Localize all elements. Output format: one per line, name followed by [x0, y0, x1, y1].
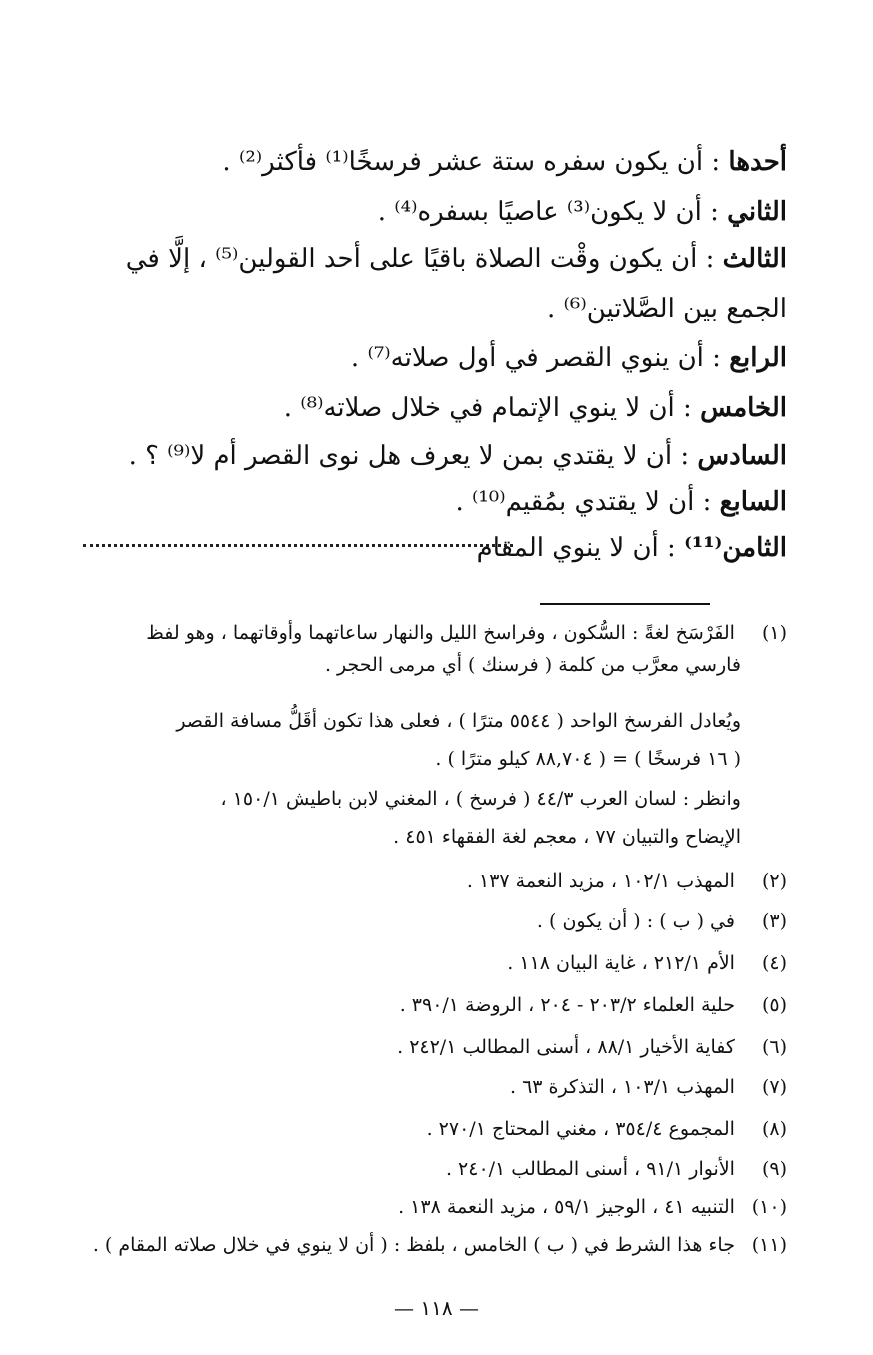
footnote-8 [75, 1112, 787, 1146]
footnote-text: المجموع ٣٥٤/٤ ، مغني المحتاج ٢٧٠/١ . [426, 1118, 735, 1140]
condition-label: الثامن⁽¹¹⁾ [684, 533, 787, 563]
condition-label: السابع [719, 487, 787, 517]
footnote-1-line-2: فارسي معرَّب من كلمة ( فرسنك ) أي مرمى الحجر . [324, 654, 741, 676]
footnote-separator [540, 603, 710, 605]
footnote-1-line-5: وانظر : لسان العرب ٤٤/٣ ( فرسخ ) ، المغني لابن باطيش ١٥٠/١ ، [220, 788, 741, 810]
condition-text: : أن لا يقتدي بمُقيم⁽¹⁰⁾ . [455, 487, 712, 517]
footnote-10 [75, 1190, 787, 1224]
footnote-2 [75, 864, 787, 898]
footnote-number: (٣) [761, 910, 787, 932]
footnote-5 [75, 988, 787, 1022]
footnote-9 [75, 1152, 787, 1186]
page-number: — ١١٨ — [394, 1296, 479, 1320]
footnote-11 [75, 1228, 787, 1262]
condition-8 [75, 522, 787, 574]
condition-text: : أن لا يقتدي بمن لا يعرف هل نوى القصر أم لا⁽⁹⁾ ؟ . [128, 441, 690, 471]
footnote-number: (١) [761, 622, 787, 644]
footnote-1-line-6: الإيضاح والتبيان ٧٧ ، معجم لغة الفقهاء ٤٥١ . [393, 826, 741, 848]
condition-label: الثالث [722, 244, 787, 274]
continuation-dots [83, 544, 513, 547]
footnote-number: (٨) [761, 1118, 787, 1140]
condition-2 [75, 186, 787, 238]
footnote-1 [75, 616, 787, 650]
footnote-3 [75, 904, 787, 938]
condition-label: الرابع [729, 343, 787, 373]
condition-6 [75, 430, 787, 482]
condition-3 [75, 234, 787, 334]
footnote-number: (٩) [761, 1158, 787, 1180]
footnote-6 [75, 1030, 787, 1064]
footnote-text: جاء هذا الشرط في ( ب ) الخامس ، بلفظ : ( أن لا ينوي في خلال صلاته المقام ) . [92, 1234, 735, 1256]
footnote-text: التنبيه ٤١ ، الوجيز ٥٩/١ ، مزيد النعمة ١٣٨ . [398, 1196, 735, 1218]
footnote-text: حلية العلماء ٢٠٣/٢ - ٢٠٤ ، الروضة ٣٩٠/١ . [399, 994, 735, 1016]
condition-4 [75, 332, 787, 384]
footnote-text: الفَرْسَخ لغةً : السُّكون ، وفراسخ الليل والنهار ساعاتهما وأوقاتهما ، وهو لفظ [146, 622, 735, 644]
condition-5 [75, 382, 787, 434]
footnote-text: في ( ب ) : ( أن يكون ) . [536, 910, 735, 932]
condition-label: الخامس [700, 393, 787, 423]
condition-text: : أن لا ينوي الإتمام في خلال صلاته⁽⁸⁾ . [283, 393, 692, 423]
condition-text: : أن لا ينوي المقام [476, 533, 676, 563]
footnote-number: (١١) [751, 1234, 787, 1256]
condition-7 [75, 476, 787, 528]
condition-text: : أن يكون سفره ستة عشر فرسخًا⁽¹⁾ فأكثر⁽²⁾ . [222, 147, 721, 177]
condition-label: الثاني [727, 197, 787, 227]
condition-1 [75, 136, 787, 188]
footnote-number: (٥) [761, 994, 787, 1016]
footnote-text: الأم ٢١٢/١ ، غاية البيان ١١٨ . [507, 952, 735, 974]
condition-label: أحدها [728, 147, 787, 177]
condition-text: : أن ينوي القصر في أول صلاته⁽⁷⁾ . [350, 343, 721, 373]
footnote-text: المهذب ١٠٢/١ ، مزيد النعمة ١٣٧ . [466, 870, 735, 892]
footnote-number: (١٠) [751, 1196, 787, 1218]
condition-text: : أن يكون وقْت الصلاة باقيًا على أحد القولين⁽⁵⁾ ، إلَّا في الجمع بين الصَّلاتين⁽⁶⁾ . [125, 244, 787, 324]
footnote-text: المهذب ١٠٣/١ ، التذكرة ٦٣ . [509, 1076, 735, 1098]
footnote-number: (٢) [761, 870, 787, 892]
footnote-text: كفاية الأخيار ٨٨/١ ، أسنى المطالب ٢٤٢/١ . [397, 1036, 735, 1058]
footnote-4 [75, 946, 787, 980]
footnote-text: الأنوار ٩١/١ ، أسنى المطالب ٢٤٠/١ . [445, 1158, 735, 1180]
footnote-number: (٤) [761, 952, 787, 974]
footnote-1-line-3: ويُعادل الفرسخ الواحد ( ٥٥٤٤ مترًا ) ، فعلى هذا تكون أقَلُّ مسافة القصر [176, 710, 741, 732]
footnote-number: (٦) [761, 1036, 787, 1058]
footnote-1-line-4: ( ١٦ فرسخًا ) = ( ٨٨,٧٠٤ كيلو مترًا ) . [435, 748, 741, 770]
footnote-7 [75, 1070, 787, 1104]
condition-text: : أن لا يكون⁽³⁾ عاصيًا بسفره⁽⁴⁾ . [377, 197, 719, 227]
footnote-number: (٧) [761, 1076, 787, 1098]
condition-label: السادس [697, 441, 787, 471]
